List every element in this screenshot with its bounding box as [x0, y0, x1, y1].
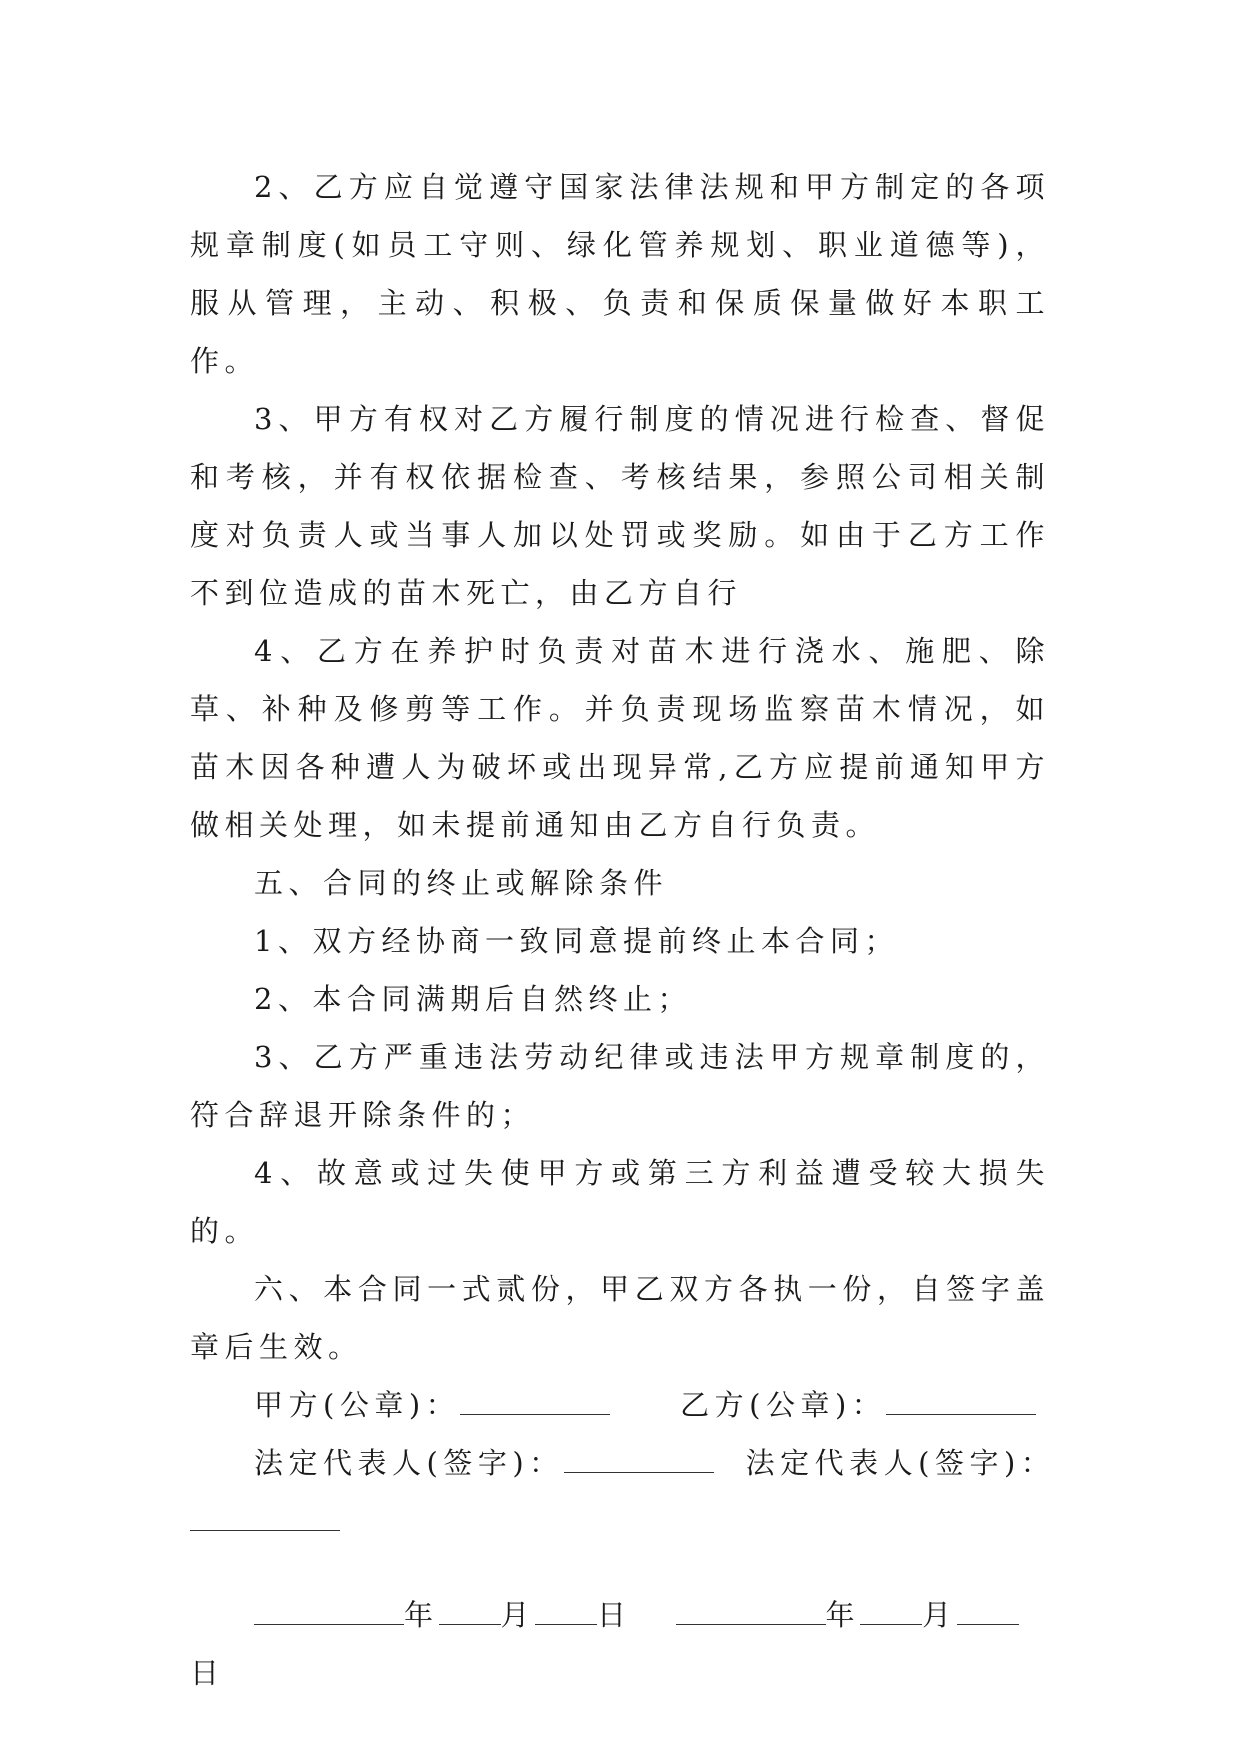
- party-a-rep-label: 法定代表人(签字)：: [254, 1446, 564, 1480]
- clause-4: 4、乙方在养护时负责对苗木进行浇水、施肥、除草、补种及修剪等工作。并负责现场监察苗木情况，如苗木因各种遭人为破坏或出现异常,乙方应提前通知甲方做相关处理，如未提前通知由乙方自行负责。: [190, 634, 1050, 842]
- party-b-day-label: 日: [190, 1656, 225, 1690]
- party-a-month-blank: [439, 1602, 501, 1625]
- party-a-seal-blank: [460, 1392, 610, 1415]
- party-a-year-blank: [254, 1602, 404, 1625]
- party-b-year-blank: [676, 1602, 826, 1625]
- date-line: [190, 1586, 1050, 1644]
- representative-blank-line: [190, 1492, 1050, 1550]
- termination-item-1: 1、双方经协商一致同意提前终止本合同；: [254, 924, 899, 958]
- party-b-seal-blank: [886, 1392, 1036, 1415]
- termination-item-3: 3、乙方严重违法劳动纪律或违法甲方规章制度的，符合辞退开除条件的；: [190, 1040, 1050, 1132]
- section-heading-termination: 五、合同的终止或解除条件: [254, 866, 669, 900]
- clause-3: 3、甲方有权对乙方履行制度的情况进行检查、督促和考核，并有权依据检查、考核结果，参照公司相关制度对负责人或当事人加以处罚或奖励。如由于乙方工作不到位造成的苗木死亡，由乙方自行: [190, 402, 1050, 610]
- date-day-line: [190, 1644, 1050, 1702]
- representative-line: [190, 1434, 1056, 1492]
- seal-line: [190, 1376, 1050, 1434]
- section-copies-effect: 六、本合同一式贰份，甲乙双方各执一份，自签字盖章后生效。: [190, 1272, 1050, 1364]
- party-b-month-blank: [860, 1602, 922, 1625]
- termination-item-4: 4、故意或过失使甲方或第三方利益遭受较大损失的。: [190, 1156, 1050, 1248]
- party-b-seal-label: 乙方(公章)：: [680, 1388, 887, 1422]
- spacer: [190, 1550, 1050, 1586]
- termination-item-2: 2、本合同满期后自然终止；: [254, 982, 692, 1016]
- party-a-day-label: 日: [597, 1598, 632, 1632]
- party-b-rep-label: 法定代表人(签字)：: [745, 1446, 1056, 1480]
- party-b-year-label: 年: [825, 1598, 861, 1632]
- party-a-rep-blank: [564, 1450, 714, 1473]
- party-b-rep-blank: [190, 1508, 340, 1531]
- party-a-month-label: 月: [500, 1598, 536, 1632]
- party-a-seal-label: 甲方(公章)：: [254, 1388, 461, 1422]
- party-b-month-label: 月: [922, 1598, 957, 1632]
- clause-2: 2、乙方应自觉遵守国家法律法规和甲方制定的各项规章制度(如员工守则、绿化管养规划、职业道德等)，服从管理，主动、积极、负责和保质保量做好本职工作。: [190, 170, 1050, 378]
- party-a-year-label: 年: [404, 1598, 439, 1632]
- party-b-day-blank: [957, 1602, 1019, 1625]
- document-body: [190, 158, 1056, 1702]
- party-a-day-blank: [535, 1602, 597, 1625]
